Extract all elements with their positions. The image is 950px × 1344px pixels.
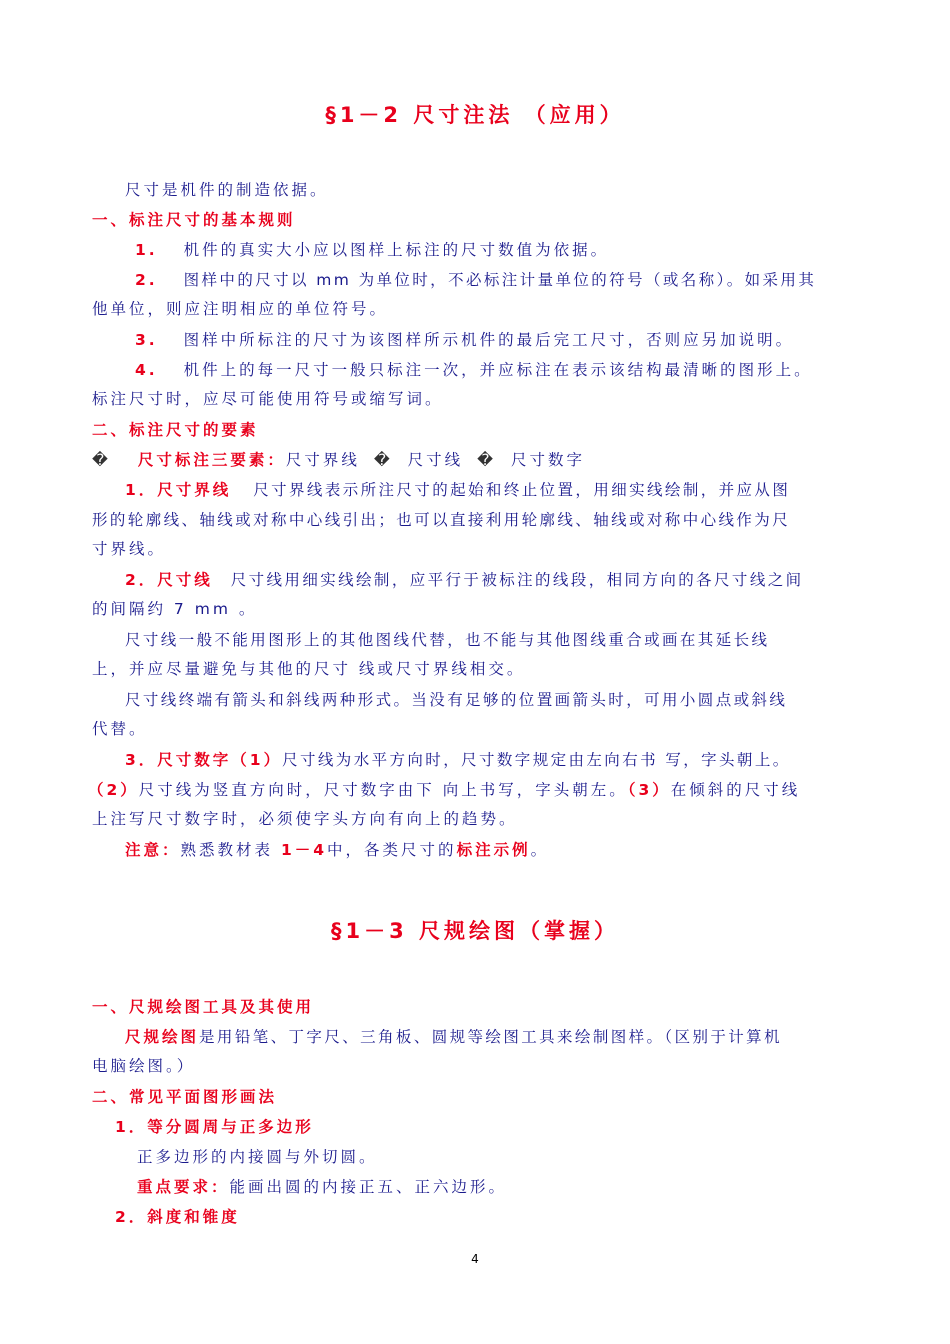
para-tools-text-a: 是用铅笔、丁字尺、三角板、圆规等绘图工具来绘制图样。（区别于计算机 — [199, 1028, 782, 1046]
para-number-item-1: （1） — [231, 751, 283, 769]
bullet-glyph-icon: � — [373, 451, 390, 469]
heading-tools: 一、尺规绘图工具及其使用 — [92, 998, 315, 1016]
page-number: 4 — [471, 1252, 479, 1266]
rule-2-line-2: 他单位，则应注明相应的单位符号。 — [92, 300, 389, 318]
note-line — [125, 840, 549, 860]
para-terminal-line-1: 尺寸线终端有箭头和斜线两种形式。当没有足够的位置画箭头时，可用小圆点或斜线 — [125, 691, 788, 709]
note-label: 注意： — [125, 841, 181, 859]
para-extension-line-2: 形的轮廓线、轴线或对称中心线引出；也可以直接利用轮廓线、轴线或对称中心线作为尺 — [92, 511, 791, 529]
polygon-key-text: 能画出圆的内接正五、正六边形。 — [229, 1178, 508, 1196]
polygon-key-line — [137, 1177, 507, 1197]
element-dimension-line: 尺寸线 — [407, 451, 464, 469]
rule-4-line-2: 标注尺寸时，应尽可能使用符号或缩写词。 — [92, 390, 444, 408]
rule-1-number: 1. — [135, 241, 158, 259]
heading-elements: 二、标注尺寸的要素 — [92, 421, 259, 439]
para-tools-label: 尺规绘图 — [125, 1028, 200, 1046]
element-dimension-number: 尺寸数字 — [510, 451, 585, 469]
para-extension-label: 1．尺寸界线 — [125, 481, 232, 499]
note-example-label: 标注示例 — [456, 841, 531, 859]
rule-2-text-a: 图样中的尺寸以 mm 为单位时，不必标注计量单位的符号（或名称）。如采用其 — [183, 271, 817, 289]
para-number-text-c: 在倾斜的尺寸线 — [670, 781, 801, 799]
rule-4-number: 4. — [135, 361, 158, 379]
note-text-e: 。 — [530, 841, 550, 859]
rule-3-text: 图样中所标注的尺寸为该图样所示机件的最后完工尺寸，否则应另加说明。 — [183, 331, 795, 349]
para-tools-line-2: 电脑绘图。） — [92, 1057, 196, 1075]
three-elements-label: 尺寸标注三要素： — [137, 451, 286, 469]
polygon-key-label: 重点要求： — [137, 1178, 230, 1196]
para-dimline-note-line-2: 上，并应尽量避免与其他的尺寸 线或尺寸界线相交。 — [92, 660, 526, 678]
note-table-ref: 1－4 — [280, 841, 328, 859]
para-dimline-line-1 — [125, 570, 804, 590]
rule-1-text: 机件的真实大小应以图样上标注的尺寸数值为依据。 — [183, 241, 610, 259]
para-number-label: 3．尺寸数字 — [125, 751, 232, 769]
section-title-1-2: §1－2 尺寸注法 （应用） — [325, 103, 625, 127]
subheading-slope-taper: 2．斜度和锥度 — [115, 1208, 240, 1226]
para-dimline-label: 2．尺寸线 — [125, 571, 213, 589]
element-extension-line: 尺寸界线 — [285, 451, 360, 469]
para-number-item-3: （3） — [627, 781, 671, 799]
para-number-item-2: （2） — [88, 781, 139, 799]
para-number-text-a: 尺寸线为水平方向时，尺寸数字规定由左向右书 写，字头朝上。 — [282, 751, 791, 769]
rule-2-number: 2. — [135, 271, 158, 289]
three-elements-line — [92, 450, 585, 470]
rule-3 — [135, 330, 794, 350]
para-dimline-text-a: 尺寸线用细实线绘制，应平行于被标注的线段，相同方向的各尺寸线之间 — [230, 571, 804, 589]
para-dimline-note-line-1: 尺寸线一般不能用图形上的其他图线代替，也不能与其他图线重合或画在其延长线 — [125, 631, 770, 649]
para-extension-text-a: 尺寸界线表示所注尺寸的起始和终止位置，用细实线绘制，并应从图 — [253, 481, 791, 499]
intro-text: 尺寸是机件的制造依据。 — [125, 181, 329, 199]
para-extension-line-1 — [125, 480, 790, 500]
section-title-1-3: §1－3 尺规绘图（掌握） — [330, 919, 620, 943]
rule-4-text-a: 机件上的每一尺寸一般只标注一次，并应标注在表示该结构最清晰的图形上。 — [183, 361, 813, 379]
rule-1 — [135, 240, 609, 260]
heading-basic-rules: 一、标注尺寸的基本规则 — [92, 211, 296, 229]
para-number-line-2 — [88, 780, 800, 800]
para-number-line-1 — [125, 750, 791, 770]
rule-4-line-1 — [135, 360, 813, 380]
rule-2-line-1 — [135, 270, 816, 290]
rule-3-number: 3. — [135, 331, 158, 349]
para-number-text-b: 尺寸线为竖直方向时，尺寸数字由下 向上书写，字头朝左。 — [138, 781, 628, 799]
polygon-text: 正多边形的内接圆与外切圆。 — [137, 1148, 378, 1166]
heading-plane-figures: 二、常见平面图形画法 — [92, 1088, 278, 1106]
para-extension-line-3: 寸界线。 — [92, 540, 167, 558]
para-dimline-line-2: 的间隔约 7 mm 。 — [92, 600, 258, 618]
bullet-glyph-icon: � — [92, 451, 108, 469]
para-terminal-line-2: 代替。 — [92, 720, 148, 738]
para-tools-line-1 — [125, 1027, 782, 1047]
note-text-a: 熟悉教材表 — [180, 841, 274, 859]
bullet-glyph-icon: � — [477, 451, 494, 469]
subheading-polygon: 1．等分圆周与正多边形 — [115, 1118, 314, 1136]
para-number-line-3: 上注写尺寸数字时，必须使字头方向有向上的趋势。 — [92, 810, 518, 828]
note-text-c: 中，各类尺寸的 — [327, 841, 457, 859]
